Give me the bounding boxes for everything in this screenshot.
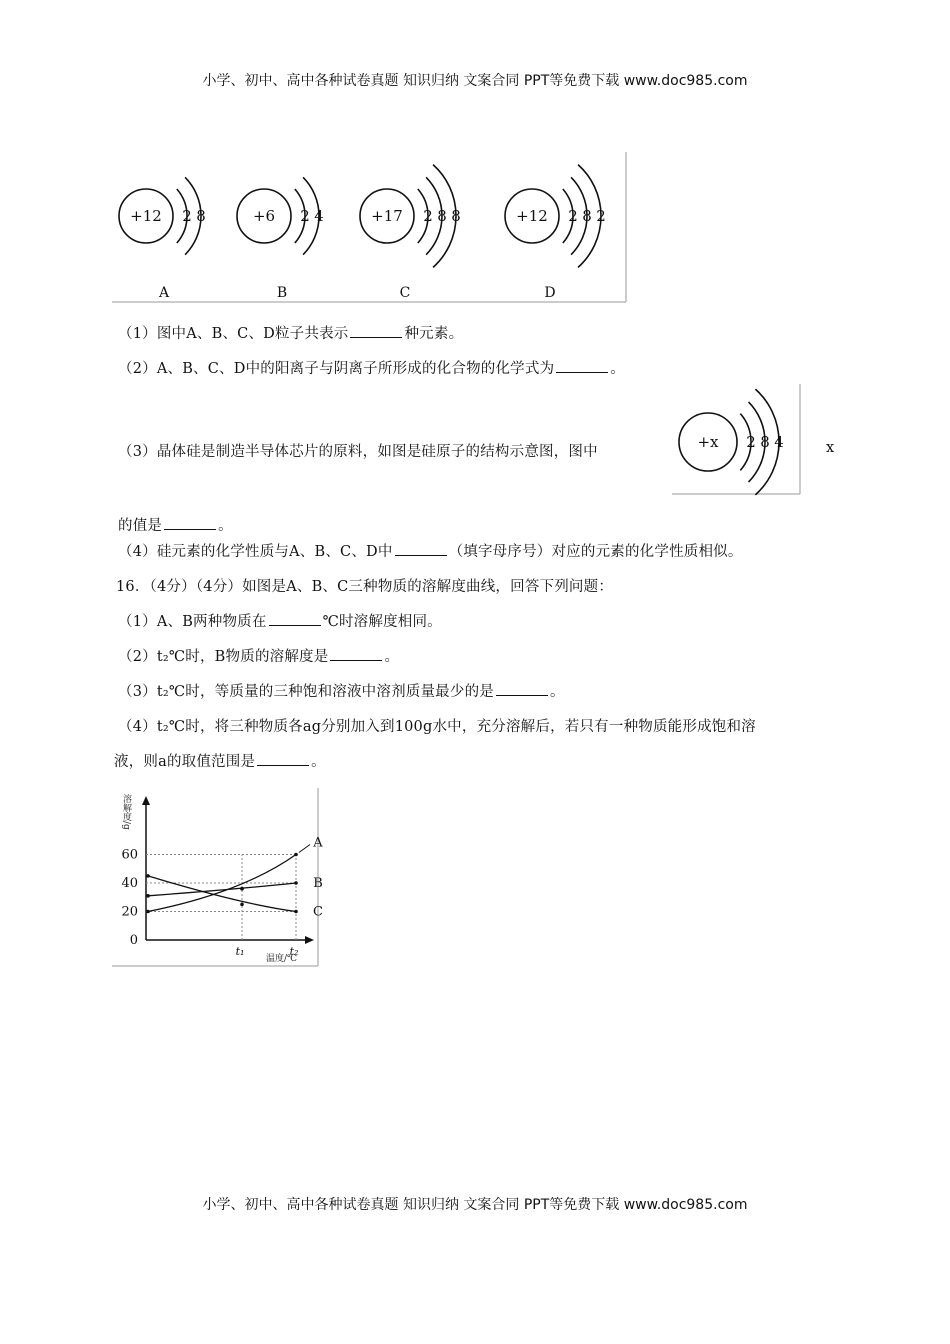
data-point bbox=[240, 903, 244, 907]
q16-part4: （4）t₂℃时，将三种物质各ag分别加入到100g水中，充分溶解后，若只有一种物质能形成饱和溶 bbox=[118, 719, 756, 735]
series-label: C bbox=[313, 904, 323, 920]
nucleus-charge: +12 bbox=[130, 207, 162, 225]
q15-part3-cont: 的值是 。 bbox=[118, 518, 233, 534]
data-point bbox=[294, 881, 298, 885]
answer-blank[interactable] bbox=[257, 753, 309, 766]
shell-electron-count: 2 bbox=[182, 207, 192, 225]
answer-blank[interactable] bbox=[164, 517, 216, 530]
nucleus-charge: +12 bbox=[516, 207, 548, 225]
shell-electron-count: 2 bbox=[568, 207, 578, 225]
solubility-chart bbox=[112, 788, 323, 972]
atom-label: D bbox=[544, 285, 556, 301]
answer-blank[interactable] bbox=[556, 360, 608, 373]
answer-blank[interactable] bbox=[395, 543, 447, 556]
q16-part4-cont: 液，则a的取值范围是 。 bbox=[114, 754, 326, 770]
x-axis-label: 温度/℃ bbox=[266, 954, 298, 964]
y-tick-label: 60 bbox=[121, 847, 138, 863]
shell-electron-count: 4 bbox=[314, 207, 324, 225]
q16-stem: 16．（4分）（4分）如图是A、B、C三种物质的溶解度曲线，回答下列问题： bbox=[116, 579, 614, 595]
q16-part2: （2）t₂℃时，B物质的溶解度是 。 bbox=[118, 649, 400, 665]
q15-x-letter: x bbox=[826, 440, 835, 456]
y-axis-arrow bbox=[142, 796, 150, 805]
page-footer: 小学、初中、高中各种试卷真题 知识归纳 文案合同 PPT等免费下载 www.doc985.com bbox=[202, 1197, 748, 1213]
series-label: A bbox=[313, 835, 323, 851]
atom-label: C bbox=[399, 285, 411, 301]
series-label: B bbox=[313, 876, 323, 891]
data-point bbox=[146, 894, 150, 898]
shell-electron-count: 8 bbox=[582, 207, 592, 225]
x-tick-label: t₁ bbox=[235, 945, 245, 958]
data-point bbox=[146, 910, 150, 914]
shell-electron-count: 8 bbox=[760, 433, 770, 451]
q15-part4: （4）硅元素的化学性质与A、B、C、D中 （填字母序号）对应的元素的化学性质相似。 bbox=[118, 544, 743, 560]
nucleus-charge: +x bbox=[697, 433, 719, 451]
q15-part1: （1）图中A、B、C、D粒子共表示 种元素。 bbox=[118, 326, 464, 342]
nucleus-charge: +6 bbox=[252, 207, 276, 225]
shell-electron-count: 2 bbox=[300, 207, 310, 225]
silicon-atom-diagram bbox=[672, 384, 804, 500]
data-point bbox=[146, 874, 150, 878]
answer-blank[interactable] bbox=[350, 325, 402, 338]
data-point bbox=[294, 910, 298, 914]
shell-electron-count: 8 bbox=[437, 207, 447, 225]
atom-label: A bbox=[158, 285, 170, 301]
data-point bbox=[294, 853, 298, 857]
y-tick-label: 20 bbox=[121, 904, 138, 920]
x-tick-label: t₂ bbox=[289, 945, 299, 958]
series-label-leader bbox=[299, 845, 310, 853]
atom-label: B bbox=[276, 285, 288, 301]
page-header: 小学、初中、高中各种试卷真题 知识归纳 文案合同 PPT等免费下载 www.doc985.com bbox=[202, 73, 748, 89]
shell-electron-count: 2 bbox=[423, 207, 433, 225]
q15-part2: （2）A、B、C、D中的阳离子与阴离子所形成的化合物的化学式为 。 bbox=[118, 361, 625, 377]
series-line-B bbox=[148, 883, 296, 896]
answer-blank[interactable] bbox=[269, 613, 321, 626]
q15-part3: （3）晶体硅是制造半导体芯片的原料，如图是硅原子的结构示意图，图中 bbox=[118, 444, 598, 460]
answer-blank[interactable] bbox=[330, 648, 382, 661]
y-axis-label: 溶解度/g bbox=[121, 794, 131, 830]
nucleus-charge: +17 bbox=[371, 207, 403, 225]
q16-part1: （1）A、B两种物质在 ℃时溶解度相同。 bbox=[118, 614, 442, 630]
data-point bbox=[240, 887, 244, 891]
y-tick-label: 40 bbox=[121, 876, 138, 891]
shell-electron-count: 2 bbox=[746, 433, 756, 451]
answer-blank[interactable] bbox=[496, 683, 548, 696]
q16-part3: （3）t₂℃时，等质量的三种饱和溶液中溶剂质量最少的是 。 bbox=[118, 684, 565, 700]
shell-electron-count: 8 bbox=[451, 207, 461, 225]
x-axis-arrow bbox=[305, 936, 314, 944]
shell-electron-count: 4 bbox=[774, 433, 784, 451]
y-tick-label: 0 bbox=[129, 933, 138, 948]
atom-diagrams bbox=[112, 152, 628, 308]
shell-electron-count: 8 bbox=[196, 207, 206, 225]
shell-electron-count: 2 bbox=[596, 207, 606, 225]
